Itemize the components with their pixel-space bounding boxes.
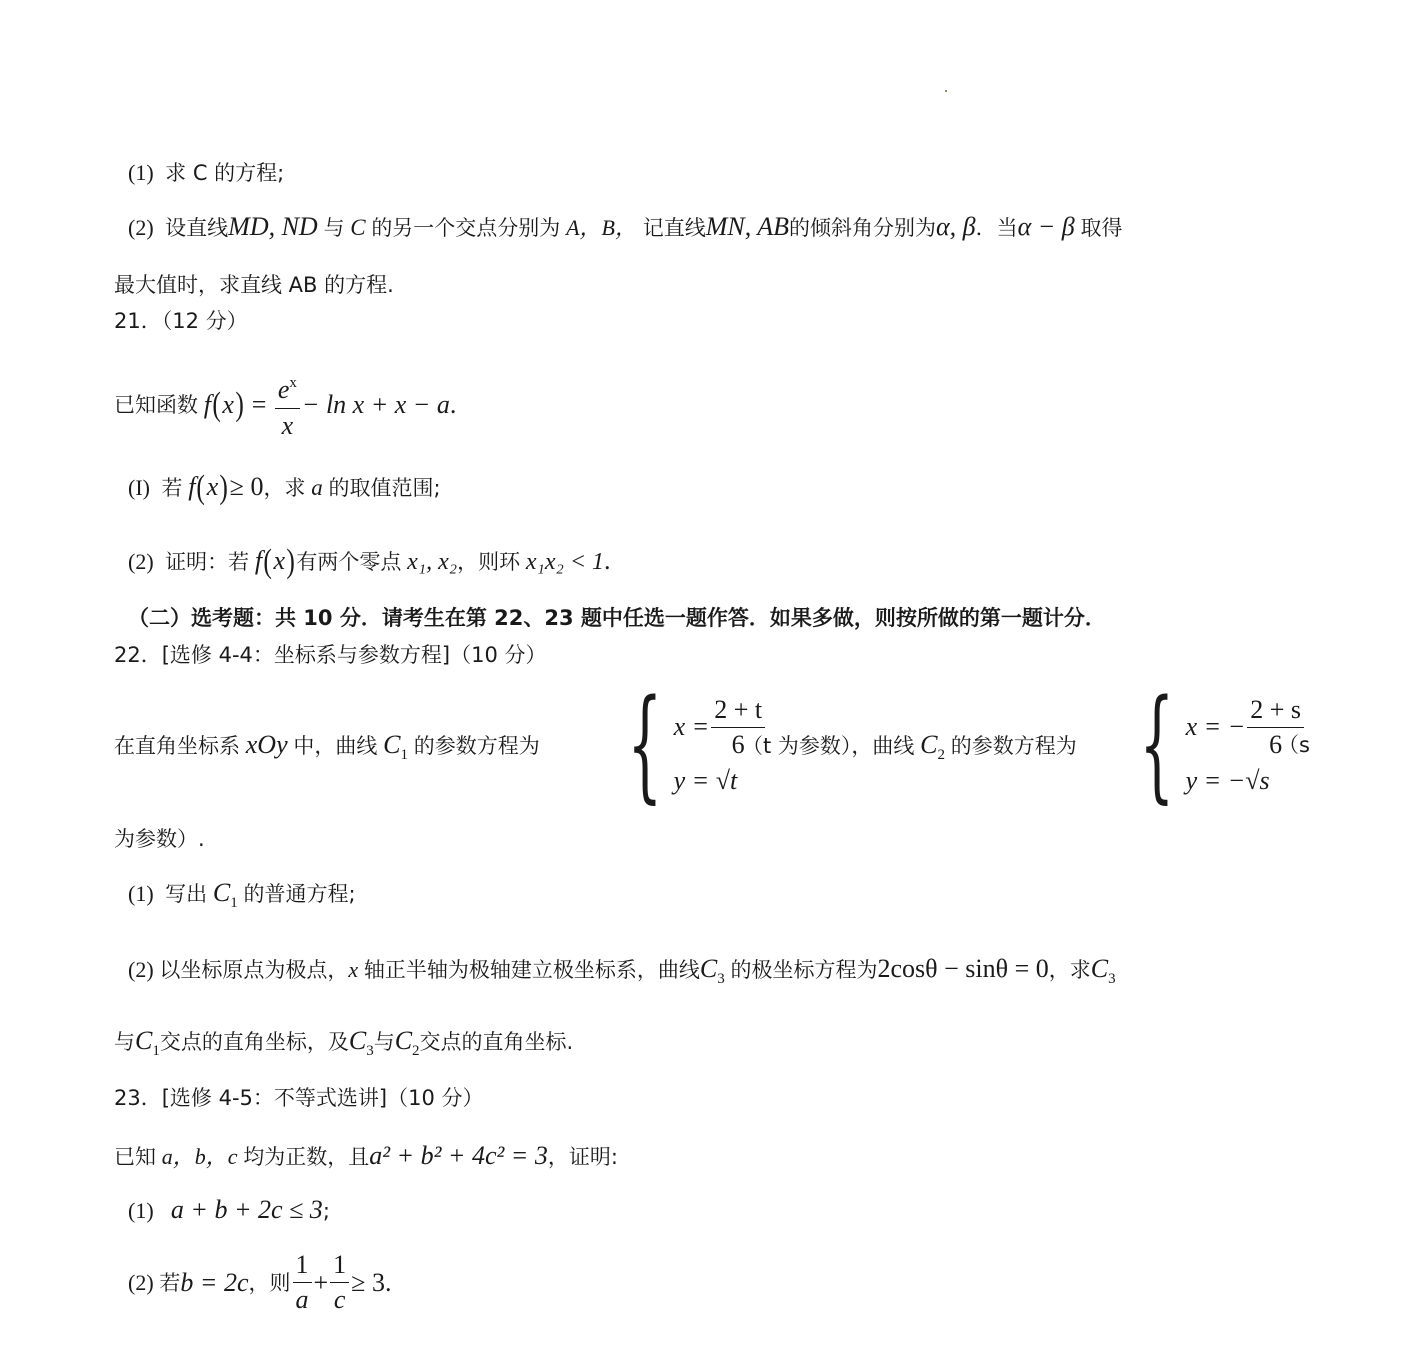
q20-part2 <box>128 212 1123 243</box>
brace-icon: { <box>1139 673 1175 815</box>
subscript: 1 <box>230 895 238 911</box>
text: 若 <box>161 476 183 500</box>
q23-part1-label: (1) <box>128 1198 154 1223</box>
text: 均为正数，且 <box>243 1145 370 1169</box>
q21-part1-label: (I) <box>128 475 150 500</box>
text: （t 为参数），曲线 <box>742 734 915 758</box>
paren-close: ) <box>235 385 244 423</box>
math-points: A，B， <box>566 215 637 240</box>
exponent: x <box>289 375 297 391</box>
math-curve: C <box>348 1026 367 1055</box>
text: 的参数方程为 <box>950 734 1077 758</box>
text: 交点的直角坐标，及 <box>159 1030 349 1054</box>
numerator: 1 <box>293 1248 312 1283</box>
numerator: 2 + t <box>711 693 765 728</box>
math-axis: x <box>348 957 359 982</box>
numerator: 1 <box>330 1248 349 1283</box>
math-curve-c1: C <box>383 730 401 759</box>
math-func: f <box>254 546 263 575</box>
math-curve: C <box>135 1026 153 1055</box>
text: 写出 <box>165 882 208 906</box>
math-conclusion: x₁x₂ < 1 <box>525 549 605 575</box>
math-cond: ≥ 0 <box>229 472 264 501</box>
denominator: x <box>281 411 294 440</box>
subscript: 3 <box>1108 971 1116 987</box>
text: 的极坐标方程为 <box>730 958 878 982</box>
text: 设直线 <box>165 216 229 240</box>
math-system: xOy <box>245 730 288 759</box>
period: . <box>384 1267 392 1297</box>
subscript: 3 <box>717 971 725 987</box>
text: ．当 <box>975 216 1018 240</box>
q21-header: 21．（12 分） <box>114 309 248 333</box>
fraction <box>275 366 300 443</box>
text: 交点的直角坐标. <box>419 1030 574 1054</box>
c2-param-note-b: 为参数）. <box>114 827 205 851</box>
c2-x-lhs: x = − <box>1185 712 1246 741</box>
text: ，则环 <box>457 550 521 574</box>
section2-title: （二）选考题：共 10 分．请考生在第 22、23 题中任选一题作答．如果多做，则按所做的第一题计分． <box>128 606 1106 630</box>
q20-part2-cont: 最大值时，求直线 AB 的方程. <box>114 273 394 297</box>
math-curve: C <box>394 1026 413 1055</box>
c1-param-note <box>742 730 1077 770</box>
fraction-1-over-a <box>293 1248 312 1317</box>
q21-part2-label: (2) <box>128 549 154 574</box>
text: 的参数方程为 <box>413 734 540 758</box>
q21-part1: (I) 若 f(x)≥ 0，求 a 的取值范围; <box>128 469 441 506</box>
text: 轴正半轴为极轴建立极坐标系，曲线 <box>363 958 700 982</box>
subscript: 1 <box>400 747 408 763</box>
subscript: 3 <box>366 1043 374 1059</box>
period: . <box>604 546 611 575</box>
q23-part2-label: (2) <box>128 1269 154 1295</box>
denominator: a <box>295 1285 309 1314</box>
text: 的另一个交点分别为 <box>371 216 561 240</box>
text: 已知 <box>114 1145 156 1169</box>
subscript: 2 <box>937 747 946 763</box>
text: 记直线 <box>642 216 706 240</box>
math-var: x <box>206 472 219 501</box>
text: 证明：若 <box>165 550 250 574</box>
semicolon: ; <box>322 1199 330 1223</box>
q22-part2-cont <box>114 1026 573 1066</box>
q22-part2 <box>128 954 1116 994</box>
math-lines: MD, ND <box>228 212 318 241</box>
text: 的倾斜角分别为 <box>789 216 936 240</box>
text: 有两个零点 <box>296 550 402 574</box>
math-expr: a + b + 2c ≤ 3 <box>170 1195 323 1224</box>
subscript: 1 <box>152 1043 160 1059</box>
text: 以坐标原点为极点， <box>159 958 349 982</box>
fraction-1-over-c <box>330 1248 349 1317</box>
q23-part2 <box>128 1248 391 1317</box>
numerator: 2 + s <box>1247 693 1304 728</box>
c2-y-eq: y = −√s <box>1185 766 1270 795</box>
plus: + <box>313 1267 329 1297</box>
c1-x-lhs: x = <box>673 712 710 741</box>
text: 在直角坐标系 <box>114 734 240 758</box>
math-polar-eq: 2cosθ − sinθ = 0 <box>877 954 1049 983</box>
math-curve: C <box>350 215 366 240</box>
text: 的普通方程; <box>243 882 356 906</box>
math-curve: C <box>699 954 718 983</box>
q23-part1 <box>128 1195 330 1226</box>
math-curve-c2: C <box>920 730 938 759</box>
q22-part1-label: (1) <box>128 881 154 906</box>
paren-open: ( <box>212 385 221 423</box>
text: 与 <box>114 1030 135 1054</box>
q22-header: 22．[选修 4-4：坐标系与参数方程]（10 分） <box>114 643 547 667</box>
denominator: 6 <box>1269 729 1283 759</box>
q20-part1-label: (1) <box>128 160 154 185</box>
text: ，求 <box>1048 958 1091 982</box>
math-zeros: x₁, x₂ <box>407 549 458 575</box>
subscript: 2 <box>412 1043 420 1059</box>
q20-part1-text: 求 C 的方程; <box>165 161 285 185</box>
math-var: x <box>273 546 286 575</box>
text: ，证明: <box>547 1145 618 1169</box>
q21-part2: (2) 证明：若 f(x)有两个零点 x₁, x₂，则环 x₁x₂ < 1. <box>128 543 611 580</box>
q20-part1 <box>128 158 284 188</box>
math-curve: C <box>1090 954 1109 983</box>
period: . <box>449 389 457 419</box>
numerator: e <box>277 375 290 404</box>
math-curve: C <box>212 878 231 907</box>
q23-intro <box>114 1141 618 1172</box>
math-var: a <box>311 475 323 500</box>
text: 若 <box>159 1270 181 1295</box>
math-lines2: MN, AB <box>705 212 789 241</box>
math-var: x <box>222 389 234 419</box>
text: 已知函数 <box>114 392 198 417</box>
math-cond: b = 2c <box>180 1267 249 1297</box>
q23-header: 23．[选修 4-5：不等式选讲]（10 分） <box>114 1086 484 1110</box>
text: ，则 <box>248 1270 291 1295</box>
denominator: c <box>333 1285 346 1314</box>
math-angles: α, β <box>936 212 976 241</box>
text: ，求 <box>263 476 306 500</box>
math-condition: a² + b² + 4c² = 3 <box>369 1141 548 1170</box>
c2-param-note-a: （s <box>1278 733 1310 757</box>
math-expr: α − β <box>1017 212 1075 241</box>
math-conclusion: ≥ 3 <box>351 1267 385 1297</box>
brace-icon: { <box>627 673 663 815</box>
q21-function: 已知函数 f ( x ) = $\frac{e^x}{x}$ − ln x + x − a . <box>114 366 456 443</box>
text: 与 <box>373 1030 395 1054</box>
math-vars: a，b，c <box>161 1144 238 1169</box>
math-rest: − ln x + x − a <box>301 389 450 419</box>
page-marker-dot <box>945 90 947 92</box>
q22-intro <box>114 730 540 770</box>
denominator: 6 <box>731 729 745 759</box>
text: 中，曲线 <box>293 734 378 758</box>
text: 取得 <box>1080 216 1123 240</box>
q22-part2-label: (2) <box>128 957 154 982</box>
text: 的取值范围; <box>328 476 441 500</box>
q22-part1 <box>128 878 356 918</box>
q20-part2-label: (2) <box>128 215 154 240</box>
c1-y-eq: y = √t <box>673 766 738 795</box>
math-func: f <box>188 472 196 501</box>
math-func: f <box>203 389 211 419</box>
text: 与 <box>323 216 345 240</box>
